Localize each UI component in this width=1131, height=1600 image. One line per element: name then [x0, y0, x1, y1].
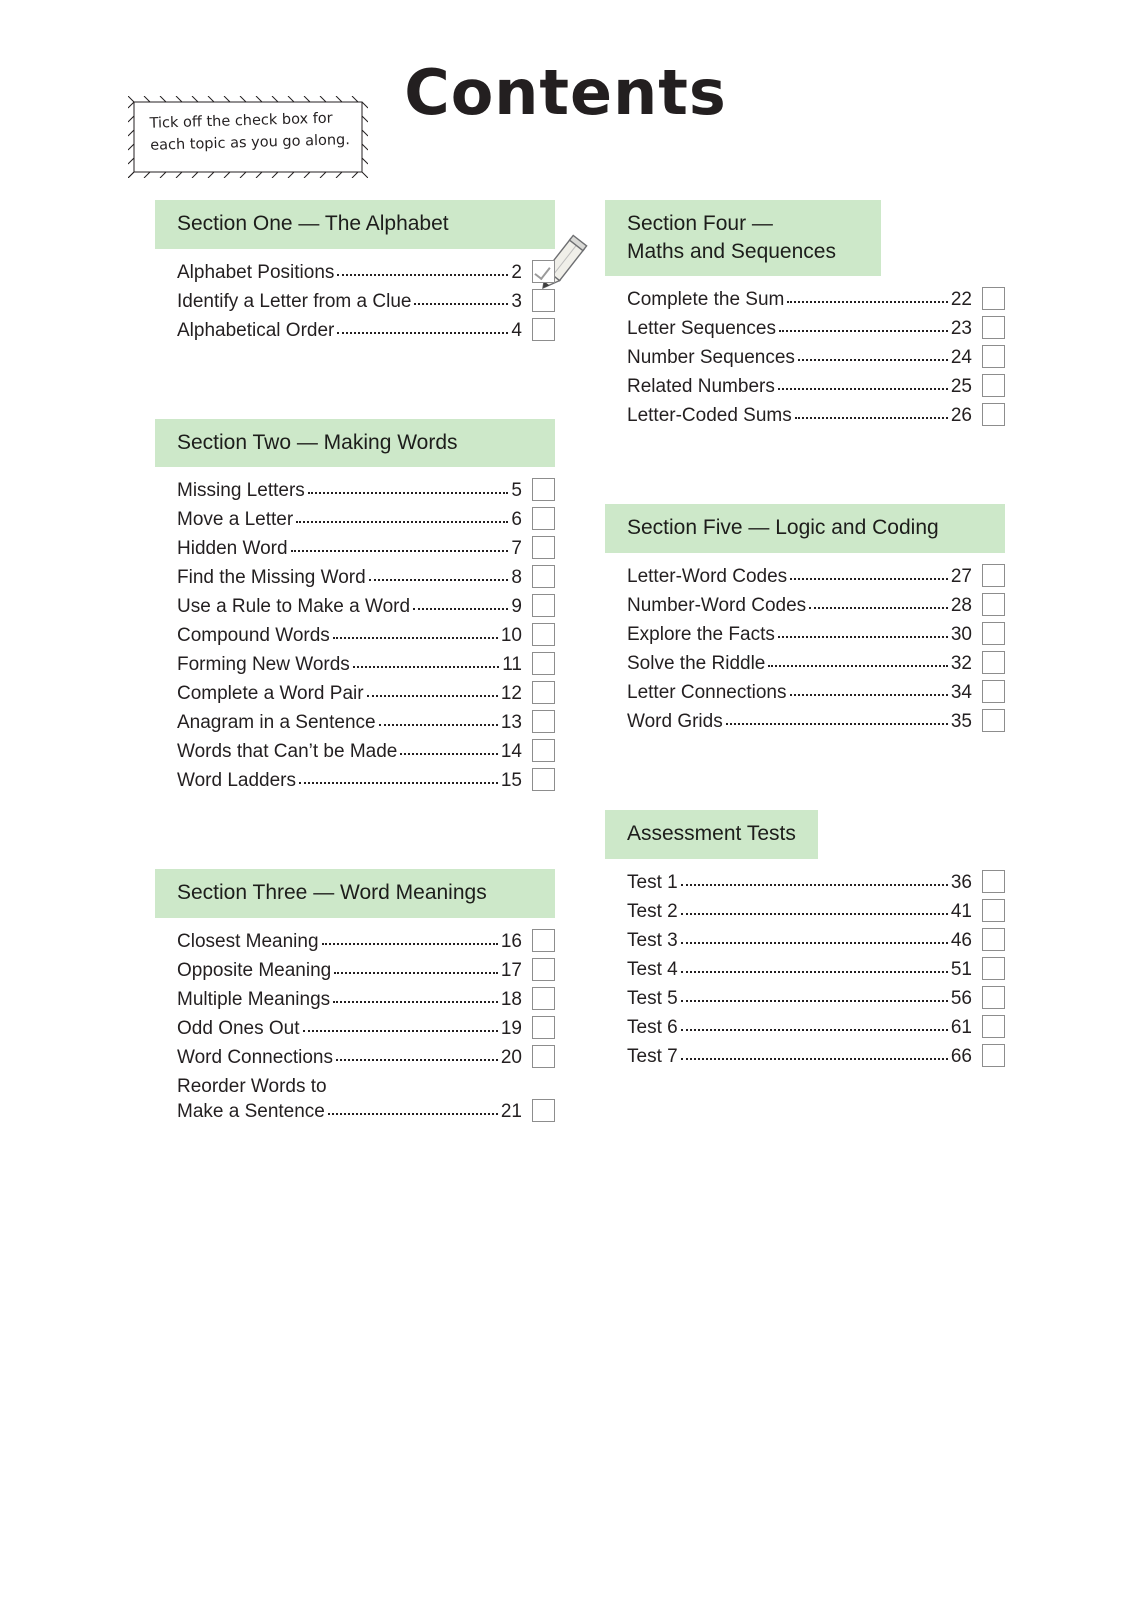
leader-dots [299, 771, 498, 784]
entry-page: 22 [950, 289, 972, 311]
section-heading-one: Section One — The Alphabet [155, 200, 555, 249]
entry-label: Use a Rule to Make a Word [177, 596, 411, 618]
checkbox[interactable] [982, 986, 1005, 1009]
leader-dots [353, 655, 499, 668]
checkbox[interactable] [532, 958, 555, 981]
section-heading-three: Section Three — Word Meanings [155, 869, 555, 918]
leader-dots [726, 712, 948, 725]
leader-dots [367, 684, 498, 697]
entry-label: Multiple Meanings [177, 989, 331, 1011]
toc-entry[interactable] [627, 1018, 1005, 1038]
checkbox[interactable] [532, 478, 555, 501]
entry-page: 5 [511, 480, 522, 502]
entry-page: 35 [950, 711, 972, 733]
entry-label: Opposite Meaning [177, 960, 332, 982]
entry-label: Complete a Word Pair [177, 683, 364, 705]
entry-page: 8 [511, 567, 522, 589]
toc-entry[interactable] [627, 654, 1005, 674]
entry-page: 11 [502, 654, 522, 676]
toc-entry[interactable] [177, 990, 555, 1010]
leader-dots [809, 596, 948, 609]
entry-label: Identify a Letter from a Clue [177, 290, 412, 312]
leader-dots [681, 902, 948, 915]
leader-dots [369, 568, 509, 581]
checkbox[interactable] [982, 345, 1005, 368]
toc-entry[interactable] [627, 989, 1005, 1009]
entry-page: 14 [500, 741, 522, 763]
entry-label: Test 2 [627, 900, 678, 922]
checkbox[interactable] [532, 739, 555, 762]
section-block-five [605, 504, 1005, 732]
checkbox[interactable] [532, 1045, 555, 1068]
toc-entry[interactable] [177, 961, 555, 981]
entry-page: 46 [950, 929, 972, 951]
toc-entry[interactable] [177, 568, 555, 588]
entry-label: Related Numbers [627, 376, 775, 398]
entry-page: 24 [950, 347, 972, 369]
entry-page: 41 [950, 900, 972, 922]
entry-label: Complete the Sum [627, 289, 785, 311]
toc-entry[interactable] [177, 263, 555, 283]
leader-dots [333, 626, 498, 639]
toc-entry[interactable] [177, 1019, 555, 1039]
section-block-assessment [605, 810, 1005, 1067]
toc-entry[interactable] [627, 567, 1005, 587]
checkbox[interactable] [982, 622, 1005, 645]
entry-page: 32 [950, 653, 972, 675]
checkbox[interactable] [532, 289, 555, 312]
section-block-three [155, 869, 555, 1122]
checkbox[interactable] [982, 680, 1005, 703]
entry-page: 10 [500, 625, 522, 647]
entry-label: Number Sequences [627, 347, 795, 369]
toc-entry[interactable] [627, 319, 1005, 339]
entry-label: Test 3 [627, 929, 678, 951]
entry-label: Letter-Coded Sums [627, 405, 792, 427]
spacer [155, 801, 555, 869]
section-block-two [155, 419, 555, 792]
toc-entry[interactable] [177, 742, 555, 762]
contents-column-right [605, 200, 1005, 1077]
leader-dots [681, 1018, 948, 1031]
entry-page: 20 [500, 1047, 522, 1069]
checkbox[interactable] [532, 565, 555, 588]
entry-list-five [605, 567, 1005, 732]
leader-dots [790, 683, 948, 696]
entry-label: Word Connections [177, 1047, 333, 1069]
checkbox[interactable] [982, 899, 1005, 922]
entry-page: 7 [511, 538, 522, 560]
leader-dots [413, 597, 508, 610]
toc-entry[interactable] [627, 377, 1005, 397]
toc-entry[interactable] [177, 626, 555, 646]
entry-label: Compound Words [177, 625, 330, 647]
entry-label: Closest Meaning [177, 931, 319, 953]
checkbox[interactable] [982, 651, 1005, 674]
checkbox[interactable] [532, 652, 555, 675]
entry-page: 9 [511, 596, 522, 618]
spacer [155, 351, 555, 419]
entry-page: 61 [950, 1016, 972, 1038]
entry-label: Move a Letter [177, 509, 294, 531]
entry-page: 16 [500, 931, 522, 953]
toc-entry[interactable] [627, 712, 1005, 732]
section-heading-four-line1: Section Four — [627, 212, 773, 235]
leader-dots [379, 713, 498, 726]
checkbox[interactable] [532, 710, 555, 733]
leader-dots [337, 263, 508, 276]
checkbox[interactable] [532, 1016, 555, 1039]
checkbox[interactable] [982, 316, 1005, 339]
leader-dots [779, 319, 948, 332]
leader-dots [414, 292, 508, 305]
entry-page: 17 [500, 960, 522, 982]
entry-label: Words that Can’t be Made [177, 741, 398, 763]
checkbox[interactable] [532, 507, 555, 530]
entry-page: 2 [511, 261, 522, 283]
entry-label: Alphabet Positions [177, 261, 335, 283]
leader-dots [336, 1048, 498, 1061]
entry-label: Alphabetical Order [177, 319, 335, 341]
toc-entry[interactable] [627, 290, 1005, 310]
entry-label: Make a Sentence [177, 1101, 325, 1123]
checkbox[interactable] [532, 929, 555, 952]
checkbox[interactable] [532, 623, 555, 646]
leader-dots [303, 1019, 498, 1032]
leader-dots [337, 321, 508, 334]
leader-dots [681, 989, 948, 1002]
leader-dots [681, 1047, 948, 1060]
entry-label: Number-Word Codes [627, 595, 807, 617]
spacer [605, 436, 1005, 504]
leader-dots [768, 654, 947, 667]
toc-entry[interactable] [177, 597, 555, 617]
entry-page: 23 [950, 318, 972, 340]
toc-entry[interactable] [627, 1047, 1005, 1067]
toc-entry[interactable] [177, 932, 555, 952]
checkbox[interactable] [982, 374, 1005, 397]
toc-entry[interactable] [177, 321, 555, 341]
entry-label: Letter Connections [627, 682, 787, 704]
leader-dots [400, 742, 497, 755]
entry-page: 56 [950, 987, 972, 1009]
entry-label: Test 6 [627, 1016, 678, 1038]
entry-page: 19 [500, 1018, 522, 1040]
leader-dots [787, 290, 948, 303]
checkbox[interactable] [982, 564, 1005, 587]
leader-dots [296, 510, 508, 523]
entry-label: Solve the Riddle [627, 653, 766, 675]
toc-entry[interactable] [627, 902, 1005, 922]
leader-dots [798, 348, 948, 361]
checkbox[interactable] [982, 870, 1005, 893]
entry-label: Forming New Words [177, 654, 350, 676]
entry-page: 25 [950, 376, 972, 398]
toc-entry[interactable] [177, 684, 555, 704]
toc-entry[interactable] [627, 683, 1005, 703]
entry-page: 34 [950, 682, 972, 704]
toc-entry[interactable] [177, 510, 555, 530]
checkbox[interactable] [982, 403, 1005, 426]
section-heading-four [605, 200, 881, 276]
entry-page: 6 [511, 509, 522, 531]
leader-dots [681, 960, 948, 973]
section-heading-four-line2: Maths and Sequences [627, 239, 836, 263]
entry-page: 12 [500, 683, 522, 705]
entry-label: Anagram in a Sentence [177, 712, 376, 734]
checkbox[interactable] [532, 536, 555, 559]
section-block-one [155, 200, 555, 341]
checkbox[interactable] [532, 1099, 555, 1122]
checkbox[interactable] [532, 318, 555, 341]
checkbox[interactable] [982, 709, 1005, 732]
entry-list-four [605, 290, 1005, 426]
toc-entry[interactable] [177, 771, 555, 791]
toc-entry[interactable] [177, 713, 555, 733]
section-block-four [605, 200, 1005, 426]
leader-dots [790, 567, 948, 580]
toc-entry[interactable] [627, 348, 1005, 368]
section-heading-assessment: Assessment Tests [605, 810, 818, 859]
toc-entry[interactable] [177, 481, 555, 501]
entry-page: 18 [500, 989, 522, 1011]
entry-label: Odd Ones Out [177, 1018, 300, 1040]
checkbox[interactable] [532, 260, 555, 283]
leader-dots [795, 406, 948, 419]
leader-dots [333, 990, 498, 1003]
toc-entry[interactable] [627, 931, 1005, 951]
checkbox[interactable] [982, 287, 1005, 310]
entry-list-assessment [605, 873, 1005, 1067]
toc-entry[interactable] [177, 1102, 555, 1122]
entry-label: Reorder Words to [177, 1076, 327, 1098]
leader-dots [778, 377, 948, 390]
checkbox[interactable] [982, 928, 1005, 951]
entry-label: Letter-Word Codes [627, 566, 788, 588]
entry-page: 4 [511, 319, 522, 341]
checkbox[interactable] [532, 594, 555, 617]
section-heading-two: Section Two — Making Words [155, 419, 555, 468]
toc-entry[interactable] [177, 1048, 555, 1068]
entry-list-two [155, 481, 555, 791]
leader-dots [308, 481, 509, 494]
checkbox[interactable] [982, 957, 1005, 980]
entry-label: Test 7 [627, 1045, 678, 1067]
entry-label: Missing Letters [177, 480, 305, 502]
tick-instruction-note [128, 96, 368, 178]
entry-list-one [155, 263, 555, 341]
entry-page: 66 [950, 1045, 972, 1067]
leader-dots [291, 539, 509, 552]
entry-page: 51 [950, 958, 972, 980]
toc-entry[interactable] [627, 873, 1005, 893]
leader-dots [778, 625, 948, 638]
entry-page: 36 [950, 871, 972, 893]
toc-entry[interactable] [627, 596, 1005, 616]
leader-dots [330, 1077, 552, 1088]
entry-page: 26 [950, 405, 972, 427]
entry-page: 30 [950, 624, 972, 646]
toc-entry[interactable] [627, 625, 1005, 645]
leader-dots [322, 932, 498, 945]
leader-dots [681, 931, 948, 944]
leader-dots [334, 961, 498, 974]
checkbox[interactable] [982, 1044, 1005, 1067]
toc-entry-wrapped-line [177, 1077, 555, 1096]
entry-label: Word Grids [627, 711, 723, 733]
checkbox[interactable] [532, 681, 555, 704]
entry-page: 28 [950, 595, 972, 617]
leader-dots [328, 1102, 498, 1115]
entry-label: Explore the Facts [627, 624, 775, 646]
note-text: Tick off the check box for each topic as you go along. [149, 110, 351, 155]
checkbox[interactable] [532, 987, 555, 1010]
contents-column-left [155, 200, 555, 1132]
entry-page: 15 [500, 770, 522, 792]
checkbox[interactable] [532, 768, 555, 791]
section-heading-five: Section Five — Logic and Coding [605, 504, 1005, 553]
toc-entry[interactable] [627, 960, 1005, 980]
entry-label: Test 4 [627, 958, 678, 980]
checkbox[interactable] [982, 1015, 1005, 1038]
entry-label: Letter Sequences [627, 318, 776, 340]
toc-entry[interactable] [177, 539, 555, 559]
leader-dots [681, 873, 948, 886]
spacer [605, 742, 1005, 810]
toc-entry[interactable] [627, 406, 1005, 426]
entry-label: Hidden Word [177, 538, 288, 560]
toc-entry[interactable] [177, 292, 555, 312]
entry-page: 3 [511, 290, 522, 312]
checkbox[interactable] [982, 593, 1005, 616]
entry-page: 27 [950, 566, 972, 588]
entry-label: Find the Missing Word [177, 567, 366, 589]
entry-label: Test 5 [627, 987, 678, 1009]
entry-page: 13 [500, 712, 522, 734]
entry-page: 21 [500, 1101, 522, 1123]
toc-entry[interactable] [177, 655, 555, 675]
entry-label: Test 1 [627, 871, 678, 893]
entry-label: Word Ladders [177, 770, 296, 792]
page-title: Contents [404, 56, 727, 129]
entry-list-three [155, 932, 555, 1122]
